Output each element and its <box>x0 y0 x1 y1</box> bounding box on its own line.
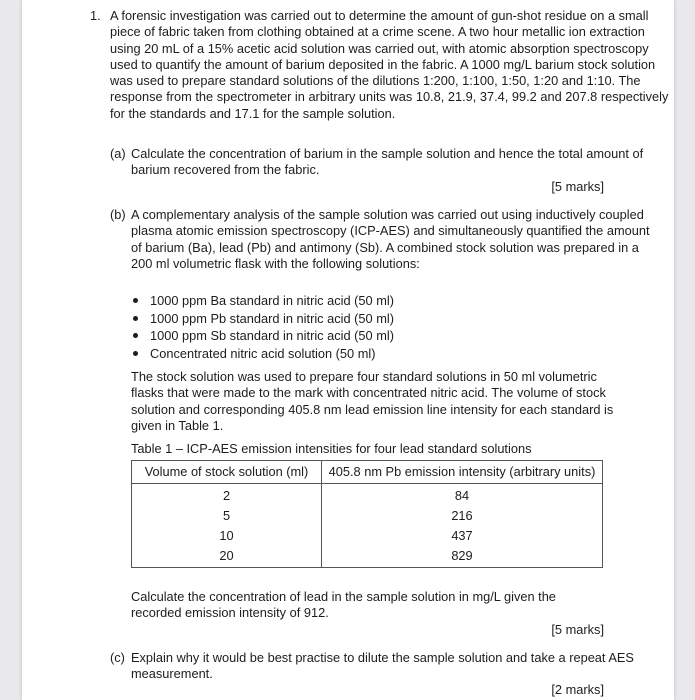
volume-cell: 20 <box>132 546 322 568</box>
volume-cell: 10 <box>132 526 322 546</box>
table-row <box>132 484 603 507</box>
table-caption: Table 1 – ICP-AES emission intensities for four lead standard solutions <box>131 441 532 456</box>
intensity-cell: 437 <box>322 526 603 546</box>
question-intro: A forensic investigation was carried out to determine the amount of gun-shot residue on a small piece of fabric taken from clothing obtained at a crime scene. A two hour metallic ion extraction using 20 mL of a 15% acetic acid solution was carried out, with atomic absorption spectroscopy used to quantify the amount of barium deposited in the fabric. A 1000 mg/L barium stock solution was used to prepare standard solutions of the dilutions 1:200, 1:100, 1:50, 1:20 and 1:10. The response from the spectrometer in arbitrary units was 10.8, 21.9, 37.4, 99.2 and 207.8 respectively for the standards and 17.1 for the sample solution. <box>110 8 669 121</box>
standards-table <box>131 460 603 568</box>
column-header-volume: Volume of stock solution (ml) <box>132 461 322 484</box>
bullet-icon <box>133 351 138 356</box>
list-item: 1000 ppm Sb standard in nitric acid (50 ml) <box>130 327 610 345</box>
intensity-cell: 84 <box>322 484 603 507</box>
part-a-text: Calculate the concentration of barium in the sample solution and hence the total amount of barium recovered from the fabric. <box>131 146 644 178</box>
bullet-icon <box>133 316 138 321</box>
volume-cell: 5 <box>132 506 322 526</box>
part-b-marks: [5 marks] <box>551 622 604 637</box>
intensity-cell: 216 <box>322 506 603 526</box>
bullet-icon <box>133 333 138 338</box>
table-row <box>132 526 603 546</box>
volume-cell: 2 <box>132 484 322 507</box>
solution-list <box>130 292 610 362</box>
column-header-intensity: 405.8 nm Pb emission intensity (arbitrary units) <box>322 461 603 484</box>
part-b-paragraph: The stock solution was used to prepare four standard solutions in 50 ml volumetric flasks that were made to the mark with concentrated nitric acid. The volume of stock solution and corresponding 405.8 nm lead emission line intensity for each standard is given in Table 1. <box>131 369 614 433</box>
part-b-text: A complementary analysis of the sample solution was carried out using inductively coupled plasma atomic emission spectroscopy (ICP-AES) and simultaneously quantified the amount of barium (Ba), lead (Pb) and antimony (Sb). A combined stock solution was prepared in a 200 ml volumetric flask with the following solutions: <box>131 207 650 271</box>
bullet-icon <box>133 298 138 303</box>
part-b-label: (b) <box>110 207 126 222</box>
part-a-marks: [5 marks] <box>551 179 604 194</box>
list-item: 1000 ppm Ba standard in nitric acid (50 ml) <box>130 292 610 310</box>
question-number: 1. <box>90 8 101 23</box>
part-b-question: Calculate the concentration of lead in the sample solution in mg/L given the recorded emission intensity of 912. <box>131 589 556 621</box>
part-c-text: Explain why it would be best practise to dilute the sample solution and take a repeat AES measurement. <box>131 650 634 682</box>
intensity-cell: 829 <box>322 546 603 568</box>
list-item: Concentrated nitric acid solution (50 ml) <box>130 345 610 363</box>
table-row <box>132 506 603 526</box>
table-row <box>132 546 603 568</box>
table-header-row <box>132 461 603 484</box>
part-c-marks: [2 marks] <box>551 682 604 697</box>
part-c-label: (c) <box>110 650 125 665</box>
list-item: 1000 ppm Pb standard in nitric acid (50 ml) <box>130 310 610 328</box>
document-page <box>22 0 674 700</box>
part-a-label: (a) <box>110 146 126 161</box>
